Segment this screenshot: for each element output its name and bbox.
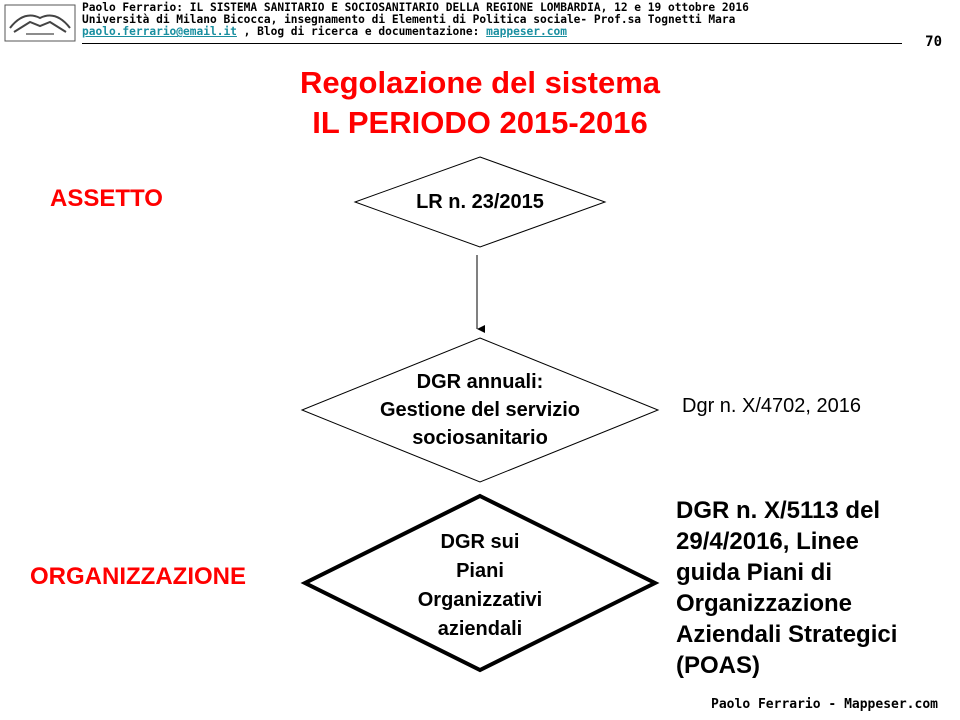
node-dgr-piani-line-2: Piani: [456, 560, 504, 582]
node-dgr-piani: [380, 528, 580, 644]
note-dgr-5113: [676, 495, 897, 681]
node-dgr-piani-line-3: Organizzativi: [417, 589, 543, 611]
note-dgr-5113-line-6: (POAS): [676, 652, 760, 679]
label-assetto: ASSETTO: [50, 185, 163, 212]
node-dgr-annuali: [330, 368, 630, 452]
node-dgr-annuali-line-1: DGR annuali:: [416, 371, 544, 393]
node-dgr-annuali-line-3: sociosanitario: [412, 427, 548, 449]
page-number: 70: [925, 34, 942, 50]
blog-link[interactable]: mappeser.com: [486, 25, 567, 38]
node-dgr-annuali-line-2: Gestione del servizio: [379, 399, 581, 421]
label-organizzazione: ORGANIZZAZIONE: [30, 563, 246, 590]
email-link[interactable]: paolo.ferrario@email.it: [82, 25, 237, 38]
note-dgr-5113-line-1: DGR n. X/5113 del: [676, 497, 881, 524]
blog-text: , Blog di ricerca e documentazione:: [236, 25, 487, 38]
header-line-1: Paolo Ferrario: IL SISTEMA SANITARIO E SOCIOSANITARIO DELLA REGIONE LOMBARDIA, 12 e 19 ottobre 2016: [82, 1, 749, 14]
slide-title-line-1: Regolazione del sistema: [299, 65, 661, 100]
header-line-2: Università di Milano Bicocca, insegnamento di Elementi di Politica sociale- Prof.sa Tognetti Mara: [82, 13, 736, 26]
node-lr: LR n. 23/2015: [416, 191, 544, 213]
note-dgr-4702: Dgr n. X/4702, 2016: [682, 395, 862, 417]
slide-footer: Paolo Ferrario - Mappeser.com: [711, 697, 938, 712]
note-dgr-5113-line-4: Organizzazione: [676, 590, 853, 617]
note-dgr-5113-line-5: Aziendali Strategici: [676, 621, 898, 648]
node-dgr-piani-line-4: aziendali: [437, 618, 523, 640]
note-dgr-5113-line-2: 29/4/2016, Linee: [676, 528, 859, 555]
note-dgr-5113-line-3: guida Piani di: [676, 559, 833, 586]
slide-title-line-2: IL PERIODO 2015-2016: [312, 105, 648, 140]
node-dgr-piani-line-1: DGR sui: [440, 531, 520, 553]
